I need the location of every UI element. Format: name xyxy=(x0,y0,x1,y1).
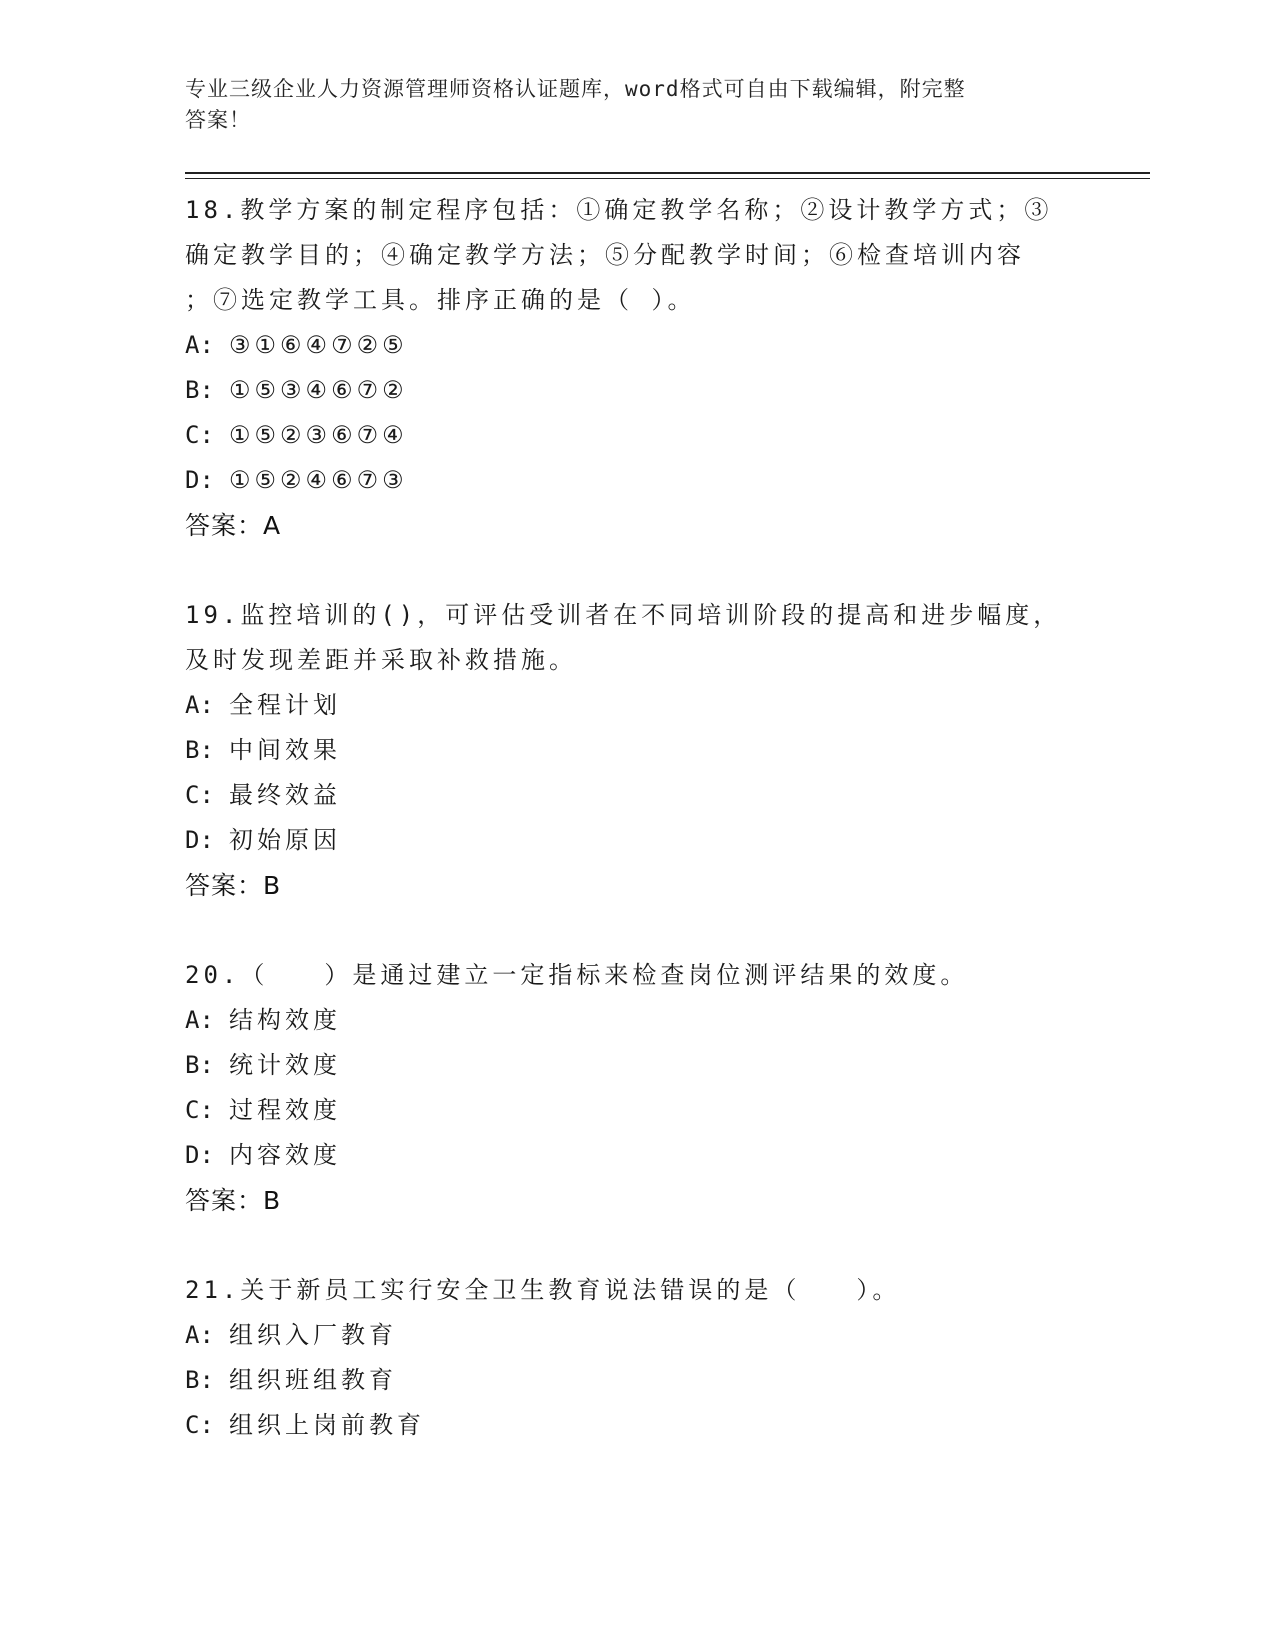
option-letter: C: xyxy=(185,1411,214,1439)
option-text: 中间效果 xyxy=(229,736,341,764)
question-18 xyxy=(185,188,1065,548)
option-text: 统计效度 xyxy=(229,1051,341,1079)
option-text: ①⑤②③⑥⑦④ xyxy=(229,421,408,449)
option-letter: D: xyxy=(185,466,214,494)
option-text: 最终效益 xyxy=(229,781,341,809)
option-letter: A: xyxy=(185,331,214,359)
question-19 xyxy=(185,593,1065,908)
option-letter: B: xyxy=(185,736,214,764)
question-list xyxy=(185,188,1065,1448)
option-text: ①⑤②④⑥⑦③ xyxy=(229,466,408,494)
option-d xyxy=(185,458,1065,503)
option-letter: C: xyxy=(185,421,214,449)
option-letter: D: xyxy=(185,1141,214,1169)
header-line-2: 答案！ xyxy=(185,108,251,132)
question-text: 及时发现差距并采取补救措施。 xyxy=(185,646,577,674)
option-b xyxy=(185,1358,1065,1403)
option-text: 过程效度 xyxy=(229,1096,341,1124)
option-text: 组织上岗前教育 xyxy=(229,1411,425,1439)
option-c xyxy=(185,413,1065,458)
question-text: 19.监控培训的()，可评估受训者在不同培训阶段的提高和进步幅度， xyxy=(185,601,1062,629)
option-text: ③①⑥④⑦②⑤ xyxy=(229,331,408,359)
option-letter: B: xyxy=(185,1051,214,1079)
header-divider-thick xyxy=(185,172,1150,174)
answer-label: 答案：A xyxy=(185,511,282,540)
option-a xyxy=(185,683,1065,728)
option-letter: B: xyxy=(185,1366,214,1394)
option-letter: A: xyxy=(185,1321,214,1349)
option-b xyxy=(185,368,1065,413)
option-letter: A: xyxy=(185,1006,214,1034)
option-letter: B: xyxy=(185,376,214,404)
option-text: 结构效度 xyxy=(229,1006,341,1034)
option-a xyxy=(185,1313,1065,1358)
option-text: ①⑤③④⑥⑦② xyxy=(229,376,408,404)
option-text: 组织入厂教育 xyxy=(229,1321,397,1349)
option-b xyxy=(185,728,1065,773)
document-header xyxy=(185,74,1065,136)
question-text: 21.关于新员工实行安全卫生教育说法错误的是（ ）。 xyxy=(185,1276,901,1304)
question-21 xyxy=(185,1268,1065,1448)
answer-label: 答案：B xyxy=(185,1186,282,1215)
option-b xyxy=(185,1043,1065,1088)
option-text: 内容效度 xyxy=(229,1141,341,1169)
option-c xyxy=(185,1403,1065,1448)
option-a xyxy=(185,998,1065,1043)
option-text: 初始原因 xyxy=(229,826,341,854)
answer-label: 答案：B xyxy=(185,871,282,900)
question-20 xyxy=(185,953,1065,1223)
option-text: 组织班组教育 xyxy=(229,1366,397,1394)
question-text: ；⑦选定教学工具。排序正确的是（ ）。 xyxy=(185,286,696,314)
option-letter: A: xyxy=(185,691,214,719)
question-text: 确定教学目的；④确定教学方法；⑤分配教学时间；⑥检查培训内容 xyxy=(185,241,1025,269)
option-letter: D: xyxy=(185,826,214,854)
option-c xyxy=(185,773,1065,818)
option-d xyxy=(185,818,1065,863)
option-letter: C: xyxy=(185,1096,214,1124)
option-c xyxy=(185,1088,1065,1133)
header-divider-thin xyxy=(185,178,1150,179)
question-text: 20.（ ）是通过建立一定指标来检查岗位测评结果的效度。 xyxy=(185,961,969,989)
option-text: 全程计划 xyxy=(229,691,341,719)
option-letter: C: xyxy=(185,781,214,809)
option-a xyxy=(185,323,1065,368)
option-d xyxy=(185,1133,1065,1178)
question-text: 18.教学方案的制定程序包括：①确定教学名称；②设计教学方式；③ xyxy=(185,196,1053,224)
header-line-1: 专业三级企业人力资源管理师资格认证题库，word格式可自由下载编辑，附完整 xyxy=(185,77,966,101)
